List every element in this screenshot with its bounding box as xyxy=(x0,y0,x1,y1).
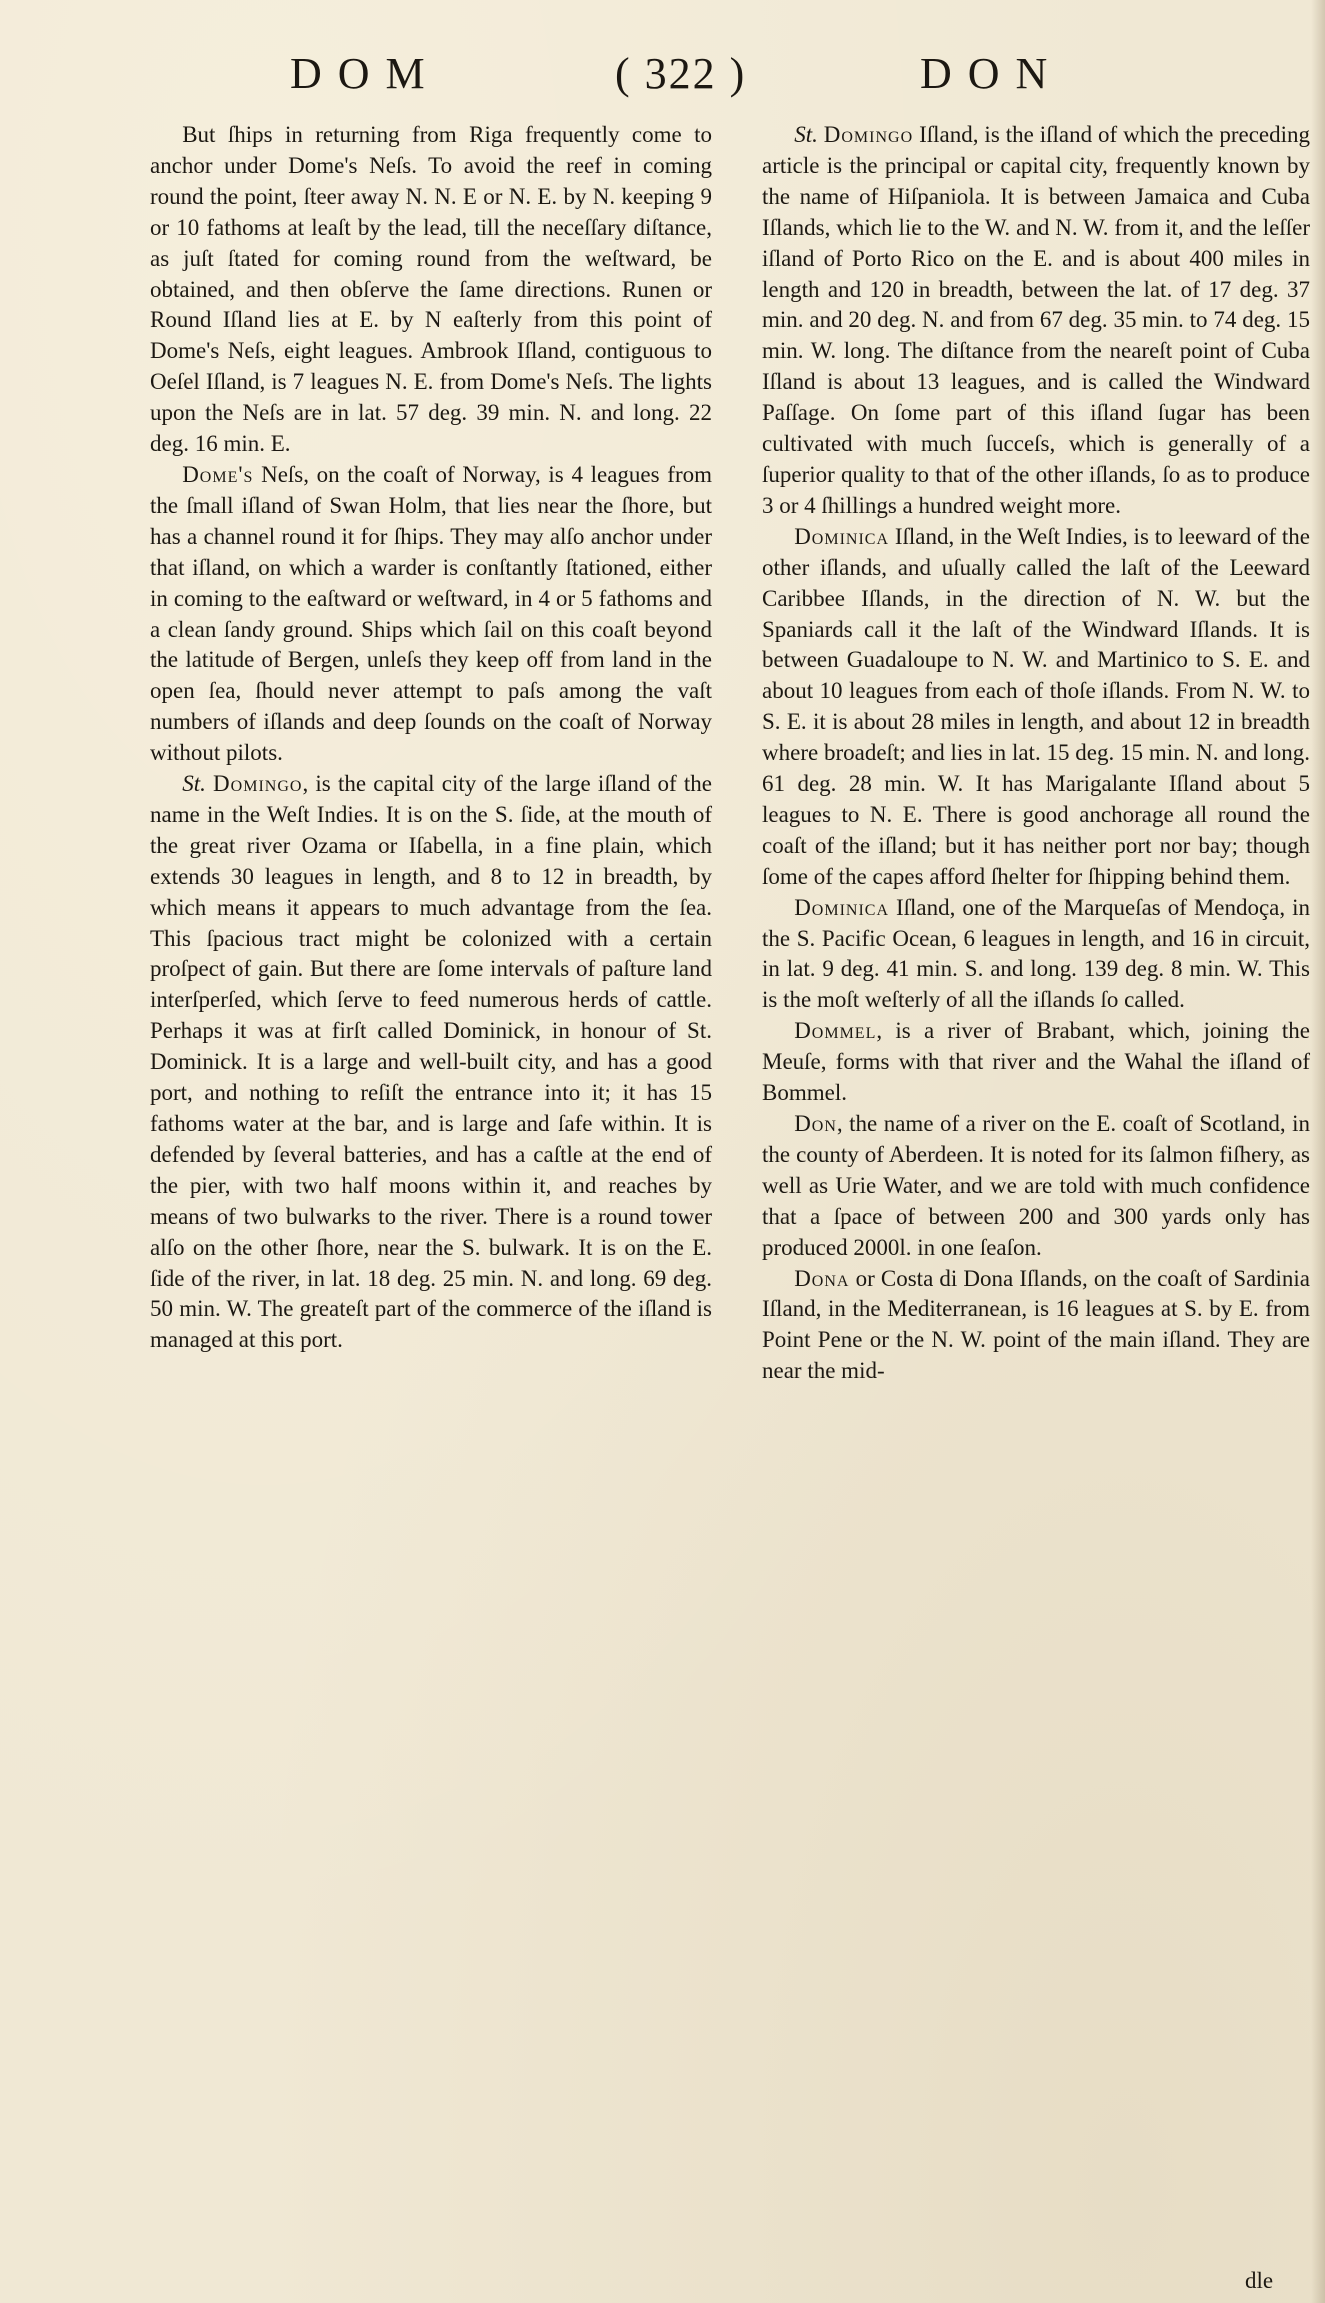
entry-text: Iſland, in the Weſt Indies, is to leeward of the other iſlands, and uſually called the laſt of the Leeward Caribbee Iſlands, in the direction of N. W. but the Spaniards call it the laſt of the Windward Iſlands. It is between Guadaloupe to N. W. and Martinico to S. E. and about 10 leagues from each of thoſe iſlands. From N. W. to S. E. it is about 28 miles in length, and about 12 in breadth where broadeſt; and lies in lat. 15 deg. 15 min. N. and long. 61 deg. 28 min. W. It has Marigalante Iſland about 5 leagues to N. E. There is good anchorage all round the coaſt of the iſland; but it has neither port nor bay; though ſome of the capes afford ſhelter for ſhipping behind them. xyxy=(762,523,1310,889)
left-column xyxy=(150,120,712,1356)
entry-paragraph xyxy=(762,120,1310,522)
entry-text: Iſland, is the iſland of which the preceding article is the principal or capital city, frequently known by the name of Hiſpaniola. It is between Jamaica and Cuba Iſlands, which lie to the W. and N. W. from it, and the leſſer iſland of Porto Rico on the E. and is about 400 miles in length and 120 in breadth, between the lat. of 17 deg. 37 min. and 20 deg. N. and from 67 deg. 35 min. to 74 deg. 15 min. W. long. The diſtance from the neareſt point of Cuba Iſland is about 13 leagues, and is called the Windward Paſſage. On ſome part of this iſland ſugar has been cultivated with much ſucceſs, which is generally of a ſuperior quality to that of the other iſlands, ſo as to produce 3 or 4 ſhillings a hundred weight more. xyxy=(762,122,1310,518)
entry-text: But ſhips in returning from Riga frequently come to anchor under Dome's Neſs. To avoid the reef in coming round the point, ſteer away N. N. E or N. E. by N. keeping 9 or 10 fathoms at leaſt by the lead, till the neceſſary diſtance, as juſt ſtated for coming round from the weſtward, be obtained, and then obſerve the ſame directions. Runen or Round Iſland lies at E. by N eaſterly from this point of Dome's Neſs, eight leagues. Ambrook Iſland, contiguous to Oeſel Iſland, is 7 leagues N. E. from Dome's Neſs. The lights upon the Neſs are in lat. 57 deg. 39 min. N. and long. 22 deg. 16 min. E. xyxy=(150,122,712,457)
entry-headword: Domingo xyxy=(213,771,303,797)
page-number: ( 322 ) xyxy=(615,49,747,98)
entry-headword: Dona xyxy=(794,1265,850,1291)
entry-headword: Dome's xyxy=(182,461,254,487)
entry-paragraph xyxy=(762,1109,1310,1264)
entry-headword-prefix: St. xyxy=(182,771,206,797)
entry-headword-prefix: St. xyxy=(794,122,818,147)
running-head-right: DON xyxy=(920,49,1064,98)
running-head-left: DOM xyxy=(290,49,441,98)
entry-text: or Costa di Dona Iſlands, on the coaſt of Sardinia Iſland, in the Mediterranean, is 16 leagues at S. by E. from Point Pene or the N. W. point of the main iſland. They are near the mid- xyxy=(762,1265,1310,1384)
right-column xyxy=(762,120,1310,1387)
entry-paragraph xyxy=(762,522,1310,893)
running-head xyxy=(0,44,1325,104)
entry-text: , the name of a river on the E. coaſt of Scotland, in the county of Aberdeen. It is noted for its ſalmon fiſhery, as well as Urie Water, and we are told with much confidence that a ſpace of between 200 and 300 yards only has produced 2000l. in one ſeaſon. xyxy=(762,1111,1310,1260)
entry-headword: Dominica xyxy=(794,523,890,549)
catch-word: dle xyxy=(1245,2268,1274,2293)
entry-paragraph xyxy=(762,1264,1310,1388)
entry-paragraph xyxy=(150,120,712,460)
entry-paragraph xyxy=(150,769,712,1356)
entry-text: Neſs, on the coaſt of Norway, is 4 leagues from the ſmall iſland of Swan Holm, that lies near the ſhore, but has a channel round it for ſhips. They may alſo anchor under that iſland, on which a warder is conſtantly ſtationed, either in coming to the eaſtward or weſtward, in 4 or 5 fathoms and a clean ſandy ground. Ships which ſail on this coaſt beyond the latitude of Bergen, unleſs they keep off from land in the open ſea, ſhould never attempt to paſs among the vaſt numbers of iſlands and deep ſounds on the coaſt of Norway without pilots. xyxy=(150,461,712,766)
entry-paragraph xyxy=(762,893,1310,1017)
entry-headword: Don xyxy=(794,1111,837,1136)
entry-text: , is the capital city of the large iſland of the name in the Weſt Indies. It is on the S. ſide, at the mouth of the great river Ozama or Iſabella, in a fine plain, which extends 30 leagues in length, and 8 to 12 in breadth, by which means it appears to much advantage from the ſea. This ſpacious tract might be colonized with a certain proſpect of gain. But there are ſome intervals of paſture land interſperſed, which ſerve to feed numerous herds of cattle. Perhaps it was at firſt called Dominick, in honour of St. Dominick. It is a large and well-built city, and has a good port, and nothing to reſiſt the entrance into it; it has 15 fathoms water at the bar, and is large and ſafe within. It is defended by ſeveral batteries, and has a caſtle at the end of the pier, with two half moons within it, and reaches by means of two bulwarks to the river. There is a round tower alſo on the other ſhore, near the S. bulwark. It is on the E. ſide of the river, in lat. 18 deg. 25 min. N. and long. 69 deg. 50 min. W. The greateſt part of the commerce of the iſland is managed at this port. xyxy=(150,771,713,1353)
entry-text: , is a river of Brabant, which, joining the Meuſe, forms with that river and the Wahal the iſland of Bommel. xyxy=(762,1018,1310,1106)
entry-headword: Dominica xyxy=(794,894,890,920)
entry-paragraph xyxy=(762,1016,1310,1109)
entry-headword: Domingo xyxy=(823,122,914,147)
entry-paragraph xyxy=(150,460,712,769)
entry-headword: Dommel xyxy=(794,1018,877,1044)
page-edge-shadow xyxy=(1311,0,1325,2303)
entry-text: Iſland, one of the Marqueſas of Mendoça, in the S. Pacific Ocean, 6 leagues in length, and 16 in circuit, in lat. 9 deg. 41 min. S. and long. 139 deg. 8 min. W. This is the moſt weſterly of all the iſlands ſo called. xyxy=(762,894,1310,1013)
